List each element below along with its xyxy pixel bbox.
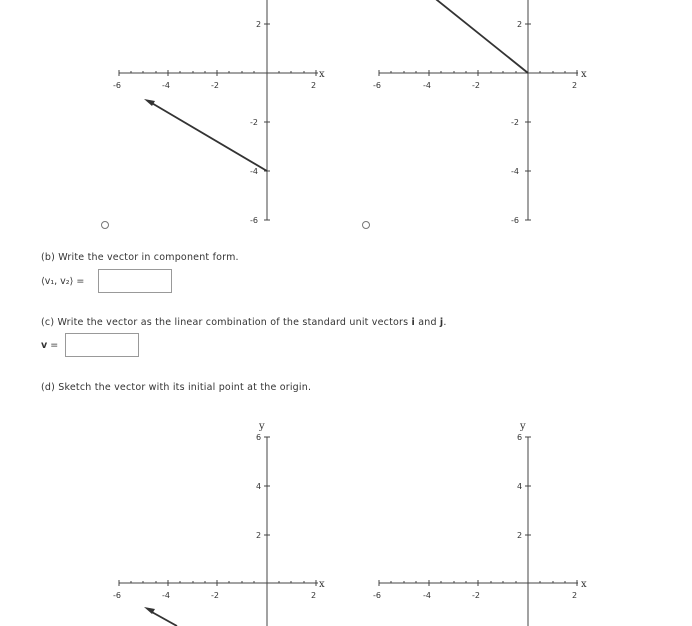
sketch-graph-right[interactable] bbox=[365, 415, 595, 626]
x-tick-label: -2 bbox=[211, 591, 219, 600]
x-tick-label: -4 bbox=[423, 81, 431, 90]
sketch-graph-left[interactable] bbox=[105, 415, 330, 626]
x-tick-label: -6 bbox=[113, 591, 121, 600]
x-tick-label: -6 bbox=[373, 591, 381, 600]
unit-vector-j: j bbox=[439, 317, 444, 328]
part-b-prompt: (b) Write the vector in component form. bbox=[41, 252, 239, 263]
y-tick-label: 4 bbox=[517, 482, 523, 491]
choice-radio-left[interactable] bbox=[101, 221, 109, 229]
y-tick-label: 6 bbox=[256, 433, 262, 442]
x-tick-label: 2 bbox=[572, 591, 578, 600]
equals-sign: = bbox=[50, 340, 59, 351]
y-tick-label: 2 bbox=[256, 20, 262, 29]
x-tick-label: -6 bbox=[113, 81, 121, 90]
x-tick-label: 2 bbox=[311, 591, 317, 600]
y-tick-label: -6 bbox=[511, 216, 519, 225]
choice-graph-top-right bbox=[365, 0, 595, 228]
linear-combination-input[interactable] bbox=[65, 333, 139, 357]
part-c-prompt-text: (c) Write the vector as the linear combination of the standard unit vectors bbox=[41, 317, 412, 328]
part-c-conjunction: and bbox=[414, 317, 440, 328]
y-tick-label: -2 bbox=[250, 118, 258, 127]
x-tick-label: 2 bbox=[311, 81, 317, 90]
graph-svg bbox=[105, 0, 330, 228]
x-tick-label: -2 bbox=[472, 591, 480, 600]
x-tick-label: -4 bbox=[162, 81, 170, 90]
x-tick-label: -4 bbox=[162, 591, 170, 600]
x-tick-label: 2 bbox=[572, 81, 578, 90]
x-axis-label: x bbox=[319, 69, 325, 80]
y-tick-label: -2 bbox=[511, 118, 519, 127]
component-form-input[interactable] bbox=[98, 269, 172, 293]
y-tick-label: -6 bbox=[250, 216, 258, 225]
y-tick-label: -4 bbox=[511, 167, 519, 176]
y-tick-label: 4 bbox=[256, 482, 262, 491]
graph-svg bbox=[365, 0, 595, 228]
unit-vector-i: i bbox=[411, 317, 415, 328]
part-d-prompt: (d) Sketch the vector with its initial point at the origin. bbox=[41, 382, 312, 393]
x-tick-label: -2 bbox=[211, 81, 219, 90]
choice-graph-top-left bbox=[105, 0, 330, 228]
y-tick-label: -4 bbox=[250, 167, 258, 176]
vector-line bbox=[150, 102, 267, 171]
x-tick-label: -4 bbox=[423, 591, 431, 600]
choice-radio-right[interactable] bbox=[362, 221, 370, 229]
y-axis-label: y bbox=[259, 421, 265, 432]
graph-svg bbox=[365, 415, 595, 626]
vector-line bbox=[432, 0, 528, 73]
x-axis-label: x bbox=[319, 579, 325, 590]
y-tick-label: 2 bbox=[517, 531, 523, 540]
v-equals-label bbox=[41, 340, 58, 351]
vector-line[interactable] bbox=[150, 611, 177, 626]
part-c-prompt bbox=[41, 317, 447, 328]
x-tick-label: -2 bbox=[472, 81, 480, 90]
x-axis-label: x bbox=[581, 579, 587, 590]
x-axis-label: x bbox=[581, 69, 587, 80]
component-form-label: ⟨v₁, v₂⟩ = bbox=[41, 276, 85, 287]
x-tick-label: -6 bbox=[373, 81, 381, 90]
part-c-period: . bbox=[443, 317, 447, 328]
y-tick-label: 6 bbox=[517, 433, 523, 442]
v-label: v bbox=[41, 340, 48, 351]
graph-svg bbox=[105, 415, 330, 626]
y-tick-label: 2 bbox=[517, 20, 523, 29]
y-tick-label: 2 bbox=[256, 531, 262, 540]
y-axis-label: y bbox=[520, 421, 526, 432]
